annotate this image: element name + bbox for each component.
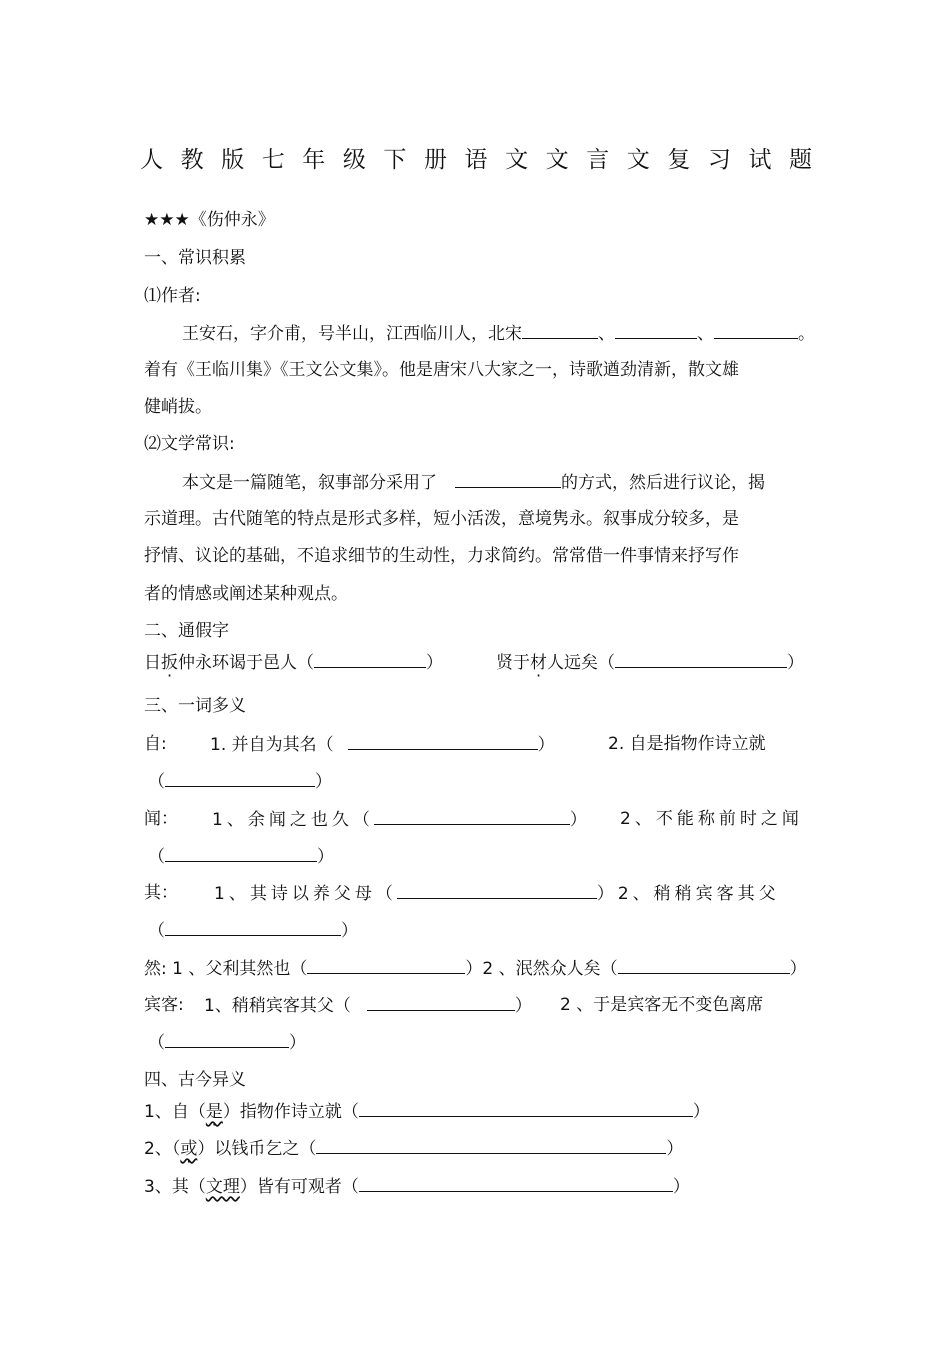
tongjia-question-2: 贤于材人远矣（ ） xyxy=(496,653,804,673)
qi-label: 其： xyxy=(144,883,178,903)
gujin-question-2: 2、（或）以钱币乞之（ ） xyxy=(144,1139,684,1159)
answer-blank[interactable] xyxy=(397,882,597,899)
section-1-heading: 一、常识积累 xyxy=(144,248,246,268)
wen-label: 闻： xyxy=(144,809,178,829)
answer-blank[interactable] xyxy=(359,1100,693,1117)
title-char: 题 xyxy=(789,147,812,173)
qi-items: 1、其诗以养父母（ ）2、稍稍宾客其父 xyxy=(214,884,780,904)
author-paragraph-line-1: 王安石，字介甫，号半山，江西临川人，北宋 、 、 。 xyxy=(182,324,815,344)
section-2-heading: 二、通假字 xyxy=(144,621,229,641)
title-char: 年 xyxy=(302,147,326,173)
emphasis-word: 文理 xyxy=(205,1177,240,1197)
author-label: ⑴作者: xyxy=(144,286,201,306)
literature-paragraph-line-4: 者的情感或阐述某种观点。 xyxy=(144,584,348,604)
zi-item-2: 2. 自是指物作诗立就 xyxy=(608,734,766,754)
answer-blank[interactable] xyxy=(615,322,697,339)
title-char: 级 xyxy=(342,147,366,173)
lesson-heading: ★★★《伤仲永》 xyxy=(144,210,275,230)
title-char: 文 xyxy=(505,147,529,173)
title-char: 文 xyxy=(626,147,650,173)
title-char: 下 xyxy=(383,147,407,173)
emphasis-word: 或 xyxy=(180,1139,198,1159)
zi-label: 自: xyxy=(144,734,167,754)
answer-blank[interactable] xyxy=(348,733,538,750)
title-char: 试 xyxy=(748,147,772,173)
tongjia-question-1: 日扳仲永环谒于邑人（ ） xyxy=(144,653,443,673)
answer-blank[interactable] xyxy=(455,471,561,488)
answer-blank[interactable] xyxy=(618,957,790,974)
answer-blank[interactable] xyxy=(165,919,341,936)
title-char: 语 xyxy=(464,147,488,173)
title-char: 复 xyxy=(667,147,691,173)
section-4-heading: 四、古今异义 xyxy=(144,1070,246,1090)
emphasis-word: 是 xyxy=(205,1102,223,1122)
answer-blank[interactable] xyxy=(314,651,426,668)
title-char: 言 xyxy=(586,147,610,173)
zi-item-2-answer: （ ） xyxy=(148,772,332,792)
literature-label: ⑵文学常识: xyxy=(144,434,235,454)
answer-blank[interactable] xyxy=(165,1031,289,1048)
answer-blank[interactable] xyxy=(307,957,465,974)
answer-blank[interactable] xyxy=(165,845,317,862)
ran-items: 然: 1 、父利其然也（ ）2 、泯然众人矣（ ） xyxy=(144,959,807,979)
title-char: 文 xyxy=(545,147,569,173)
title-char: 人 xyxy=(140,147,163,173)
title-char: 七 xyxy=(261,147,285,173)
binke-item-1: 1、稍稍宾客其父（ ） xyxy=(204,996,532,1016)
emphasis-char: 材 xyxy=(530,653,547,673)
qi-item-2-answer: （ ） xyxy=(148,921,358,941)
answer-blank[interactable] xyxy=(522,322,598,339)
gujin-question-3: 3、其（文理）皆有可观者（ ） xyxy=(144,1177,690,1197)
title-char: 教 xyxy=(180,147,204,173)
literature-paragraph-line-3: 抒情、议论的基础，不追求细节的生动性，力求简约。常常借一件事情来抒写作 xyxy=(144,546,739,566)
title-char: 习 xyxy=(707,147,731,173)
literature-paragraph-line-1: 本文是一篇随笔，叙事部分采用了 的方式，然后进行议论，揭 xyxy=(182,473,765,493)
wen-item-1: 1、余闻之也久（ ） xyxy=(212,810,591,830)
author-paragraph-line-3: 健峭拔。 xyxy=(144,397,212,417)
binke-label: 宾客: xyxy=(144,995,184,1015)
answer-blank[interactable] xyxy=(359,1175,673,1192)
section-3-heading: 三、一词多义 xyxy=(144,696,246,716)
binke-item-2-answer: （ ） xyxy=(148,1033,306,1053)
wen-item-2-answer: （ ） xyxy=(148,847,334,867)
title-char: 册 xyxy=(423,147,447,173)
emphasis-char: 扳 xyxy=(161,653,178,673)
answer-blank[interactable] xyxy=(367,994,515,1011)
answer-blank[interactable] xyxy=(165,770,315,787)
title-char: 版 xyxy=(221,147,245,173)
gujin-question-1: 1、自（是）指物作诗立就（ ） xyxy=(144,1102,710,1122)
literature-paragraph-line-2: 示道理。古代随笔的特点是形式多样，短小活泼，意境隽永。叙事成分较多，是 xyxy=(144,509,739,529)
answer-blank[interactable] xyxy=(374,808,570,825)
answer-blank[interactable] xyxy=(714,322,798,339)
page-title xyxy=(140,146,812,174)
binke-item-2: 2 、于是宾客无不变色离席 xyxy=(560,995,764,1015)
author-paragraph-line-2: 着有《王临川集》《王文公文集》。他是唐宋八大家之一，诗歌遒劲清新，散文雄 xyxy=(144,360,739,380)
wen-item-2: 2、不能称前时之闻 xyxy=(620,809,803,829)
answer-blank[interactable] xyxy=(316,1137,666,1154)
zi-item-1: 1. 并自为其名（ ） xyxy=(210,735,555,755)
answer-blank[interactable] xyxy=(615,651,787,668)
